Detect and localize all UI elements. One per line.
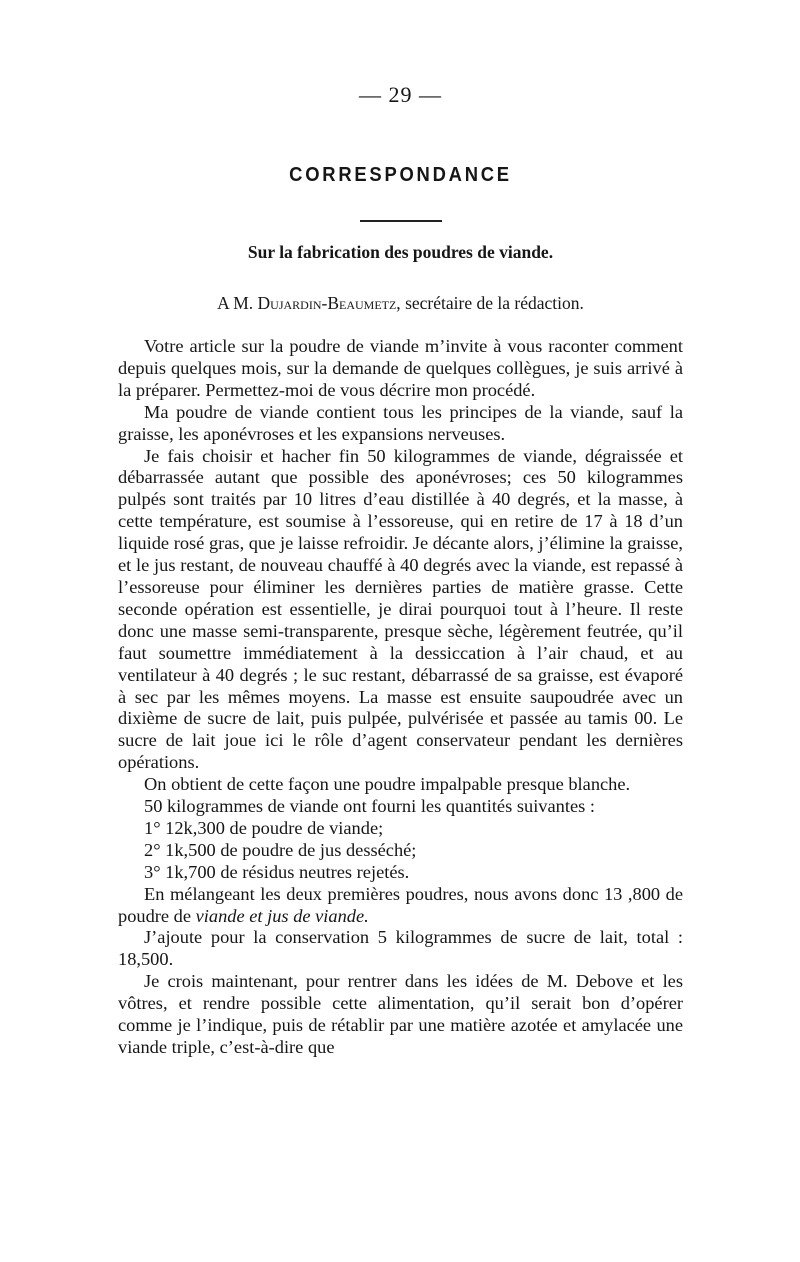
list-item: 3° 1k,700 de résidus neutres rejetés. <box>144 861 410 882</box>
paragraph: Je fais choisir et hacher fin 50 kilogrammes de viande, dégraissée et débarrassée autant que possible des aponévroses; ces 50 kilogrammes pulpés sont traités par 10 litres d’eau distillée à 40 degrés, et la masse, à cette température, est soumise à l’essoreuse, qui en retire de 17 à 18 d’un liquide rosé gras, que je laisse refroidir. Je décante alors, j’élimine la graisse, et le jus restant, de nouveau chauffé à 40 degrés avec la viande, est repassé à l’essoreuse pour éliminer les dernières parties de matière grasse. Cette seconde opération est essentielle, je dirai pourquoi tout à l’heure. Il reste donc une masse semi-transparente, presque sèche, légèrement feutrée, qu’il faut soumettre immédiatement à la dessiccation à l’air chaud, et au ventilateur à 40 degrés ; le suc restant, débarrassé de sa graisse, est évaporé à sec par les mêmes moyens. La masse est ensuite saupoudrée avec un dixième de sucre de lait, puis pulpée, pulvérisée et passée au tamis 00. Le sucre de lait joue ici le rôle d’agent conservateur pendant les dernières opérations. <box>118 445 683 773</box>
paragraph: Votre article sur la poudre de viande m’invite à vous raconter comment depuis quelques mois, sur la demande de quelques collègues, je suis arrivé à la préparer. Permettez-moi de vous décrire mon procédé. <box>118 336 683 400</box>
document-page <box>118 82 683 1059</box>
list-item: 2° 1k,500 de poudre de jus desséché; <box>144 839 417 860</box>
paragraph <box>118 884 683 928</box>
paragraph: On obtient de cette façon une poudre impalpable presque blanche. <box>144 774 631 795</box>
paragraph: Je crois maintenant, pour rentrer dans les idées de M. Debove et les vôtres, et rendre possible cette alimentation, qu’il serait bon d’opérer comme je l’indique, puis de rétablir par une matière azotée et amylacée une viande triple, c’est-à-dire que <box>118 971 683 1057</box>
addressee-role: secrétaire de la rédaction. <box>405 293 584 313</box>
paragraph: J’ajoute pour la conservation 5 kilogrammes de sucre de lait, total : 18,500. <box>118 927 683 970</box>
paragraph-text: En mélangeant les deux premières poudres, nous avons donc 13 ,800 de poudre de <box>118 883 683 926</box>
article-title: Sur la fabrication des poudres de viande. <box>247 242 554 262</box>
page-number: — 29 — <box>359 82 442 107</box>
addressee-prefix: A M. <box>217 293 254 313</box>
letter-body <box>118 336 683 1059</box>
list-item: 1° 12k,300 de poudre de viande; <box>144 817 384 838</box>
addressee-line <box>118 293 683 314</box>
addressee-name: Dujardin-Beaumetz, <box>257 293 401 313</box>
italic-phrase: viande et jus de viande. <box>195 905 369 926</box>
paragraph: Ma poudre de viande contient tous les principes de la viande, sauf la graisse, les aponévroses et les expansions nerveuses. <box>118 401 683 444</box>
paragraph: 50 kilogrammes de viande ont fourni les quantités suivantes : <box>144 796 595 817</box>
section-title: CORRESPONDANCE <box>289 164 512 186</box>
title-divider <box>360 220 442 222</box>
